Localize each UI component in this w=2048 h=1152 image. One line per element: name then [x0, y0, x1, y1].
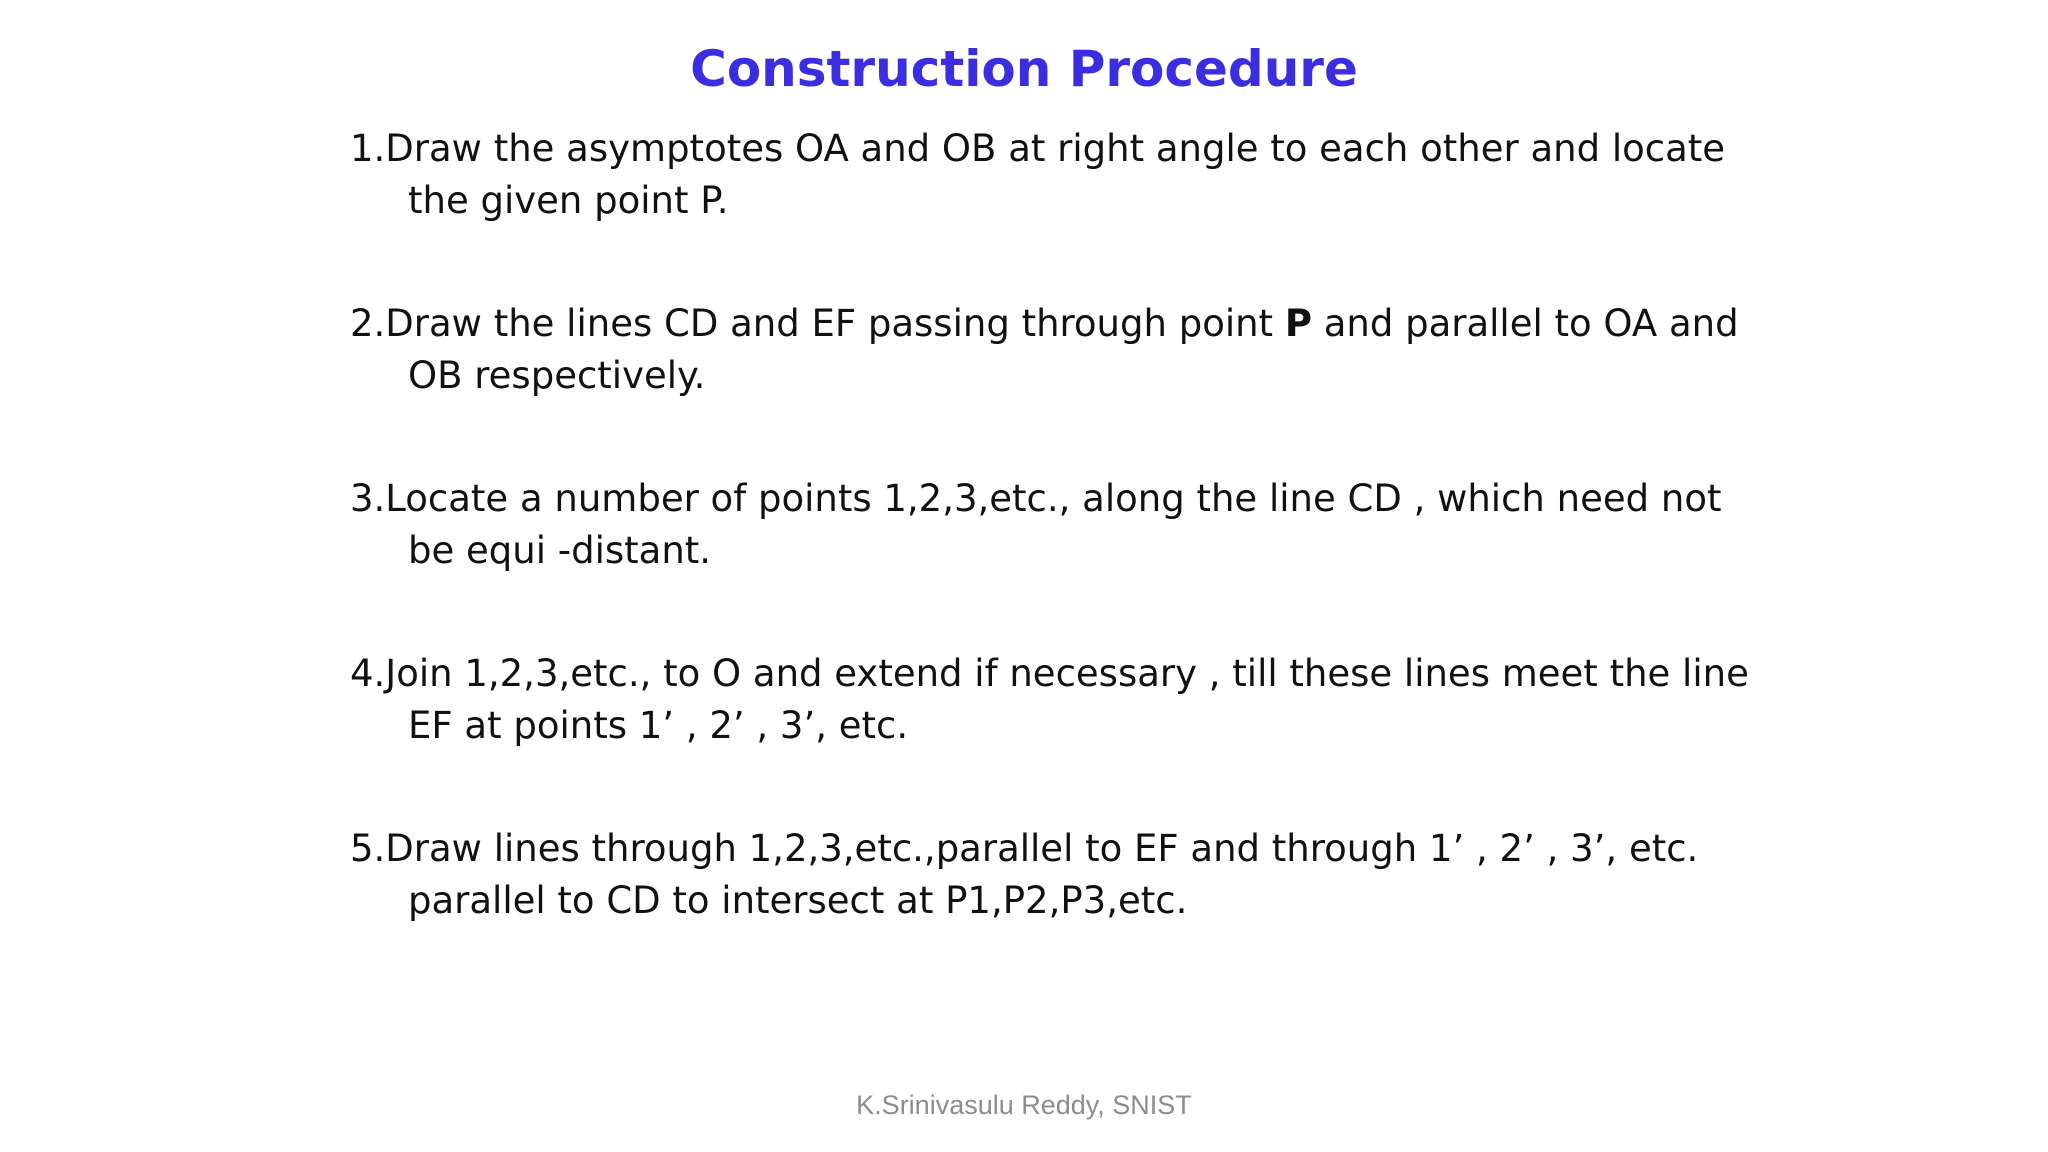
slide-title: Construction Procedure: [690, 40, 1358, 98]
step-1: 1.Draw the asymptotes OA and OB at right angle to each other and locate the given point P.: [350, 127, 1726, 222]
step-2-bold-point: P: [1284, 302, 1312, 345]
step-3: 3.Locate a number of points 1,2,3,etc., along the line CD , which need not be equi -distant.: [350, 477, 1722, 572]
step-2-text-before: 2.Draw the lines CD and EF passing through point: [350, 302, 1285, 345]
step-2: [350, 298, 1770, 402]
step-4: 4.Join 1,2,3,etc., to O and extend if necessary , till these lines meet the line EF at points 1’ , 2’ , 3’, etc.: [350, 652, 1749, 747]
procedure-steps: [350, 123, 1770, 998]
step-5: 5.Draw lines through 1,2,3,etc.,parallel to EF and through 1’ , 2’ , 3’, etc. parallel to CD to intersect at P1,P2,P3,etc.: [350, 827, 1699, 922]
slide-footer-author: K.Srinivasulu Reddy, SNIST: [856, 1090, 1192, 1120]
step-2-text-after: and parallel to OA and OB respectively.: [408, 302, 1739, 397]
